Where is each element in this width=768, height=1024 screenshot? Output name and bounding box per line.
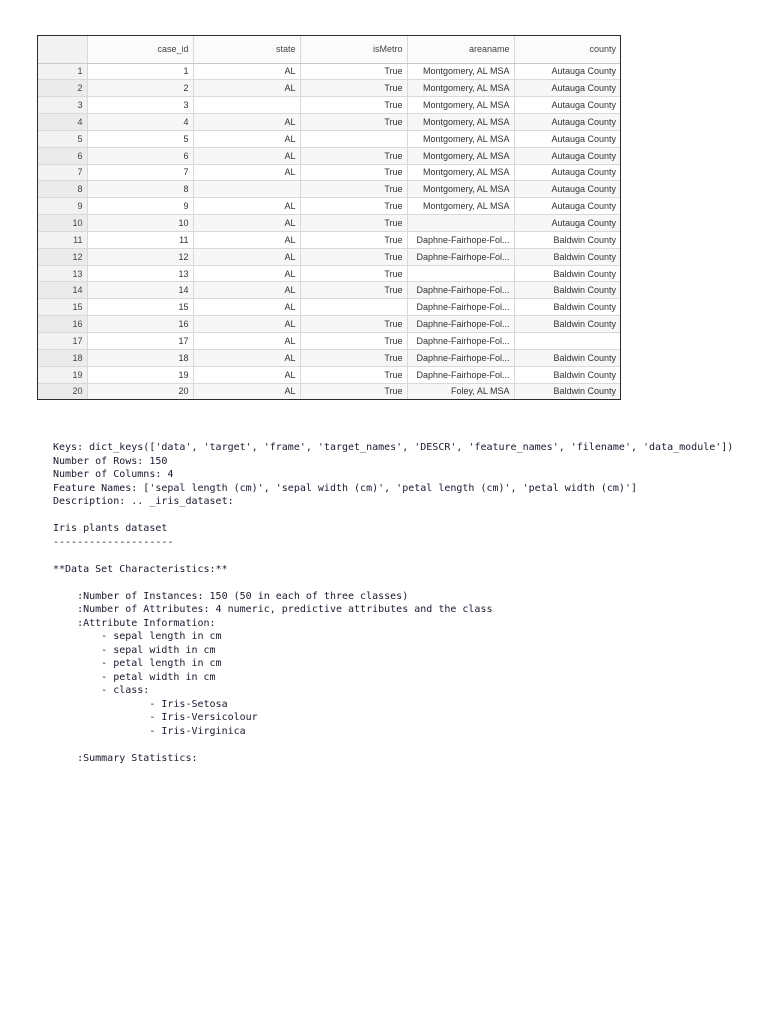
column-header-case-id[interactable]: case_id (87, 36, 193, 63)
cell-areaname: Montgomery, AL MSA (407, 147, 514, 164)
cell-state: AL (193, 366, 300, 383)
cell-areaname: Montgomery, AL MSA (407, 164, 514, 181)
row-number: 2 (38, 80, 87, 97)
cell-ismetro: True (300, 97, 407, 114)
row-number: 8 (38, 181, 87, 198)
table-row[interactable] (38, 366, 620, 383)
cell-areaname: Daphne-Fairhope-Fol... (407, 316, 514, 333)
cell-county: Autauga County (514, 147, 620, 164)
cell-state: AL (193, 265, 300, 282)
row-number: 4 (38, 114, 87, 131)
console-line: Keys: dict_keys(['data', 'target', 'frame', 'target_names', 'DESCR', 'feature_names', 'filename', 'data_module']) (53, 442, 734, 453)
cell-state: AL (193, 130, 300, 147)
console-line: - Iris-Versicolour (53, 712, 258, 723)
cell-areaname: Daphne-Fairhope-Fol... (407, 299, 514, 316)
console-line (53, 509, 753, 523)
cell-county: Baldwin County (514, 316, 620, 333)
table-body (38, 63, 620, 400)
cell-case-id: 1 (87, 63, 193, 80)
column-header-state[interactable]: state (193, 36, 300, 63)
cell-state (193, 181, 300, 198)
cell-ismetro (300, 130, 407, 147)
row-index-header (38, 36, 87, 63)
cell-case-id: 2 (87, 80, 193, 97)
console-line: - sepal length in cm (53, 631, 222, 642)
cell-state: AL (193, 80, 300, 97)
cell-ismetro: True (300, 366, 407, 383)
row-number: 15 (38, 299, 87, 316)
console-line: :Summary Statistics: (53, 752, 198, 764)
cell-case-id: 10 (87, 215, 193, 232)
cell-state: AL (193, 248, 300, 265)
table-row[interactable] (38, 383, 620, 400)
table-row[interactable] (38, 248, 620, 265)
cell-areaname: Montgomery, AL MSA (407, 97, 514, 114)
cell-areaname: Daphne-Fairhope-Fol... (407, 282, 514, 299)
cell-county: Baldwin County (514, 349, 620, 366)
cell-state: AL (193, 231, 300, 248)
cell-case-id: 18 (87, 349, 193, 366)
table-row[interactable] (38, 164, 620, 181)
cell-ismetro: True (300, 63, 407, 80)
cell-case-id: 14 (87, 282, 193, 299)
console-line: - petal width in cm (53, 671, 216, 683)
console-line (53, 549, 753, 563)
cell-county: Baldwin County (514, 248, 620, 265)
cell-areaname: Montgomery, AL MSA (407, 114, 514, 131)
cell-ismetro: True (300, 114, 407, 131)
console-line: :Number of Attributes: 4 numeric, predictive attributes and the class (53, 604, 493, 615)
console-line: Number of Columns: 4 (53, 469, 174, 480)
cell-county: Autauga County (514, 130, 620, 147)
cell-county: Autauga County (514, 63, 620, 80)
cell-state (193, 97, 300, 114)
table-row[interactable] (38, 80, 620, 97)
cell-ismetro: True (300, 248, 407, 265)
table-row[interactable] (38, 97, 620, 114)
cell-case-id: 9 (87, 198, 193, 215)
cell-case-id: 12 (87, 248, 193, 265)
cell-state: AL (193, 299, 300, 316)
cell-areaname: Daphne-Fairhope-Fol... (407, 366, 514, 383)
cell-ismetro: True (300, 198, 407, 215)
cell-state: AL (193, 63, 300, 80)
cell-case-id: 13 (87, 265, 193, 282)
table-row[interactable] (38, 215, 620, 232)
cell-county: Autauga County (514, 114, 620, 131)
cell-ismetro: True (300, 80, 407, 97)
cell-ismetro: True (300, 164, 407, 181)
console-line: **Data Set Characteristics:** (53, 563, 228, 575)
cell-state: AL (193, 215, 300, 232)
cell-case-id: 17 (87, 333, 193, 350)
column-header-areaname[interactable]: areaname (407, 36, 514, 63)
row-number: 9 (38, 198, 87, 215)
data-table (38, 36, 620, 400)
data-grid (37, 35, 621, 400)
cell-state: AL (193, 333, 300, 350)
cell-county (514, 333, 620, 350)
console-line: - class: (53, 685, 150, 696)
cell-case-id: 8 (87, 181, 193, 198)
cell-county: Baldwin County (514, 299, 620, 316)
cell-areaname: Foley, AL MSA (407, 383, 514, 400)
cell-county: Baldwin County (514, 265, 620, 282)
cell-ismetro: True (300, 147, 407, 164)
column-header-ismetro[interactable]: isMetro (300, 36, 407, 63)
cell-areaname: Montgomery, AL MSA (407, 130, 514, 147)
row-number: 14 (38, 282, 87, 299)
cell-county: Baldwin County (514, 366, 620, 383)
table-row[interactable] (38, 316, 620, 333)
console-line (53, 738, 753, 752)
cell-state: AL (193, 282, 300, 299)
cell-state: AL (193, 164, 300, 181)
table-row[interactable] (38, 299, 620, 316)
row-number: 17 (38, 333, 87, 350)
cell-areaname: Daphne-Fairhope-Fol... (407, 349, 514, 366)
console-line: Description: .. _iris_dataset: (53, 496, 234, 507)
row-number: 16 (38, 316, 87, 333)
cell-county: Autauga County (514, 181, 620, 198)
cell-case-id: 3 (87, 97, 193, 114)
cell-areaname (407, 215, 514, 232)
table-row[interactable] (38, 114, 620, 131)
console-output (53, 441, 753, 765)
cell-county: Autauga County (514, 198, 620, 215)
table-header-row (38, 36, 620, 63)
console-line: :Attribute Information: (53, 617, 216, 629)
cell-county: Baldwin County (514, 383, 620, 400)
row-number: 18 (38, 349, 87, 366)
console-line: - Iris-Virginica (53, 725, 246, 737)
cell-state: AL (193, 349, 300, 366)
cell-areaname: Montgomery, AL MSA (407, 80, 514, 97)
console-line: - sepal width in cm (53, 644, 216, 656)
cell-case-id: 5 (87, 130, 193, 147)
console-line: Iris plants dataset (53, 523, 168, 534)
cell-case-id: 19 (87, 366, 193, 383)
cell-state: AL (193, 114, 300, 131)
cell-state: AL (193, 198, 300, 215)
table-row[interactable] (38, 333, 620, 350)
cell-case-id: 16 (87, 316, 193, 333)
console-line: Feature Names: ['sepal length (cm)', 'sepal width (cm)', 'petal length (cm)', 'petal width (cm)'] (53, 482, 637, 494)
cell-case-id: 11 (87, 231, 193, 248)
cell-areaname: Daphne-Fairhope-Fol... (407, 248, 514, 265)
table-row[interactable] (38, 63, 620, 80)
cell-ismetro: True (300, 333, 407, 350)
cell-ismetro: True (300, 181, 407, 198)
row-number: 6 (38, 147, 87, 164)
cell-case-id: 7 (87, 164, 193, 181)
cell-ismetro: True (300, 282, 407, 299)
cell-county: Autauga County (514, 164, 620, 181)
cell-areaname: Daphne-Fairhope-Fol... (407, 333, 514, 350)
cell-areaname: Montgomery, AL MSA (407, 198, 514, 215)
console-line: - Iris-Setosa (53, 698, 228, 710)
row-number: 7 (38, 164, 87, 181)
cell-ismetro: True (300, 383, 407, 400)
cell-county: Autauga County (514, 215, 620, 232)
cell-ismetro (300, 299, 407, 316)
cell-county: Baldwin County (514, 282, 620, 299)
row-number: 3 (38, 97, 87, 114)
row-number: 1 (38, 63, 87, 80)
cell-ismetro: True (300, 349, 407, 366)
cell-county: Autauga County (514, 80, 620, 97)
row-number: 12 (38, 248, 87, 265)
cell-ismetro: True (300, 215, 407, 232)
cell-case-id: 15 (87, 299, 193, 316)
row-number: 13 (38, 265, 87, 282)
cell-county: Baldwin County (514, 231, 620, 248)
column-header-county[interactable]: county (514, 36, 620, 63)
cell-ismetro: True (300, 231, 407, 248)
row-number: 20 (38, 383, 87, 400)
cell-state: AL (193, 383, 300, 400)
cell-state: AL (193, 316, 300, 333)
cell-areaname (407, 265, 514, 282)
console-line: Number of Rows: 150 (53, 455, 168, 467)
table-row[interactable] (38, 231, 620, 248)
cell-areaname: Montgomery, AL MSA (407, 63, 514, 80)
console-line: -------------------- (53, 536, 174, 548)
table-row[interactable] (38, 130, 620, 147)
cell-areaname: Montgomery, AL MSA (407, 181, 514, 198)
cell-ismetro: True (300, 265, 407, 282)
row-number: 11 (38, 231, 87, 248)
table-row[interactable] (38, 181, 620, 198)
row-number: 10 (38, 215, 87, 232)
cell-case-id: 4 (87, 114, 193, 131)
cell-case-id: 20 (87, 383, 193, 400)
table-row[interactable] (38, 282, 620, 299)
console-line (53, 576, 753, 590)
cell-state: AL (193, 147, 300, 164)
table-row[interactable] (38, 198, 620, 215)
table-row[interactable] (38, 349, 620, 366)
table-row[interactable] (38, 265, 620, 282)
console-line: :Number of Instances: 150 (50 in each of three classes) (53, 590, 409, 602)
table-row[interactable] (38, 147, 620, 164)
row-number: 19 (38, 366, 87, 383)
cell-areaname: Daphne-Fairhope-Fol... (407, 231, 514, 248)
console-line: - petal length in cm (53, 658, 222, 669)
cell-case-id: 6 (87, 147, 193, 164)
cell-ismetro: True (300, 316, 407, 333)
cell-county: Autauga County (514, 97, 620, 114)
row-number: 5 (38, 130, 87, 147)
